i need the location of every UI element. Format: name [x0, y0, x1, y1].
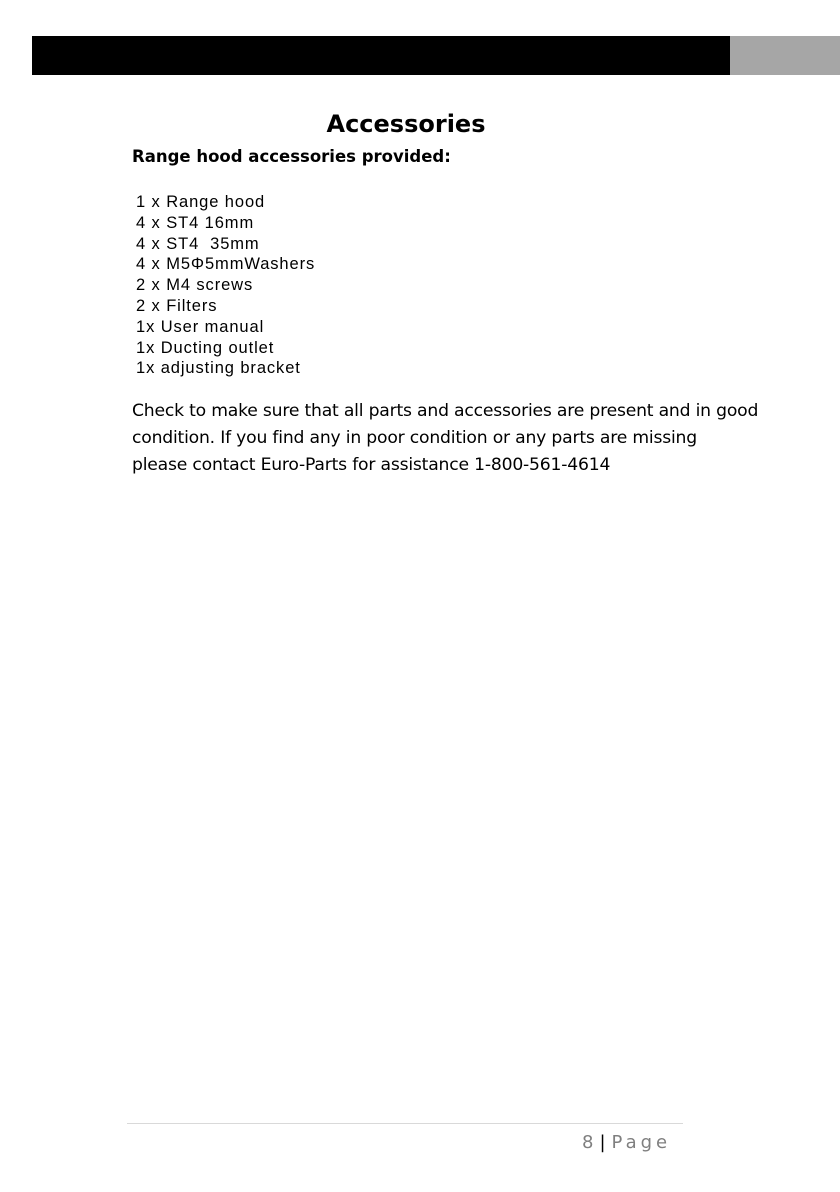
page-title: Accessories	[326, 110, 486, 138]
list-item: 4 x ST4 16mm	[136, 213, 255, 232]
header-bar	[32, 36, 730, 75]
section-subtitle: Range hood accessories provided:	[132, 147, 451, 166]
list-item: 1 x Range hood	[136, 193, 266, 211]
page-footer	[582, 1130, 671, 1156]
list-item: 1x User manual	[136, 317, 265, 336]
notice-line: please contact Euro-Parts for assistance 1-800-561-4614	[132, 455, 611, 475]
list-item: 2 x Filters	[136, 296, 218, 315]
header-tab	[730, 36, 840, 75]
footer-separator: |	[599, 1132, 606, 1153]
page-label: Page	[611, 1132, 672, 1153]
list-item: 1x adjusting bracket	[136, 359, 301, 378]
page-number: 8	[582, 1132, 594, 1153]
list-item: 2 x M4 screws	[136, 276, 254, 295]
notice-paragraph	[132, 398, 822, 479]
list-item: 4 x ST4 35mm	[136, 234, 260, 253]
list-item: 1x Ducting outlet	[136, 338, 275, 357]
parts-list	[136, 192, 315, 379]
notice-line: condition. If you find any in poor condition or any parts are missing	[132, 428, 697, 448]
list-item: 4 x M5Φ5mmWashers	[136, 255, 316, 274]
footer-divider	[127, 1123, 683, 1124]
notice-line: Check to make sure that all parts and accessories are present and in good	[132, 401, 759, 421]
